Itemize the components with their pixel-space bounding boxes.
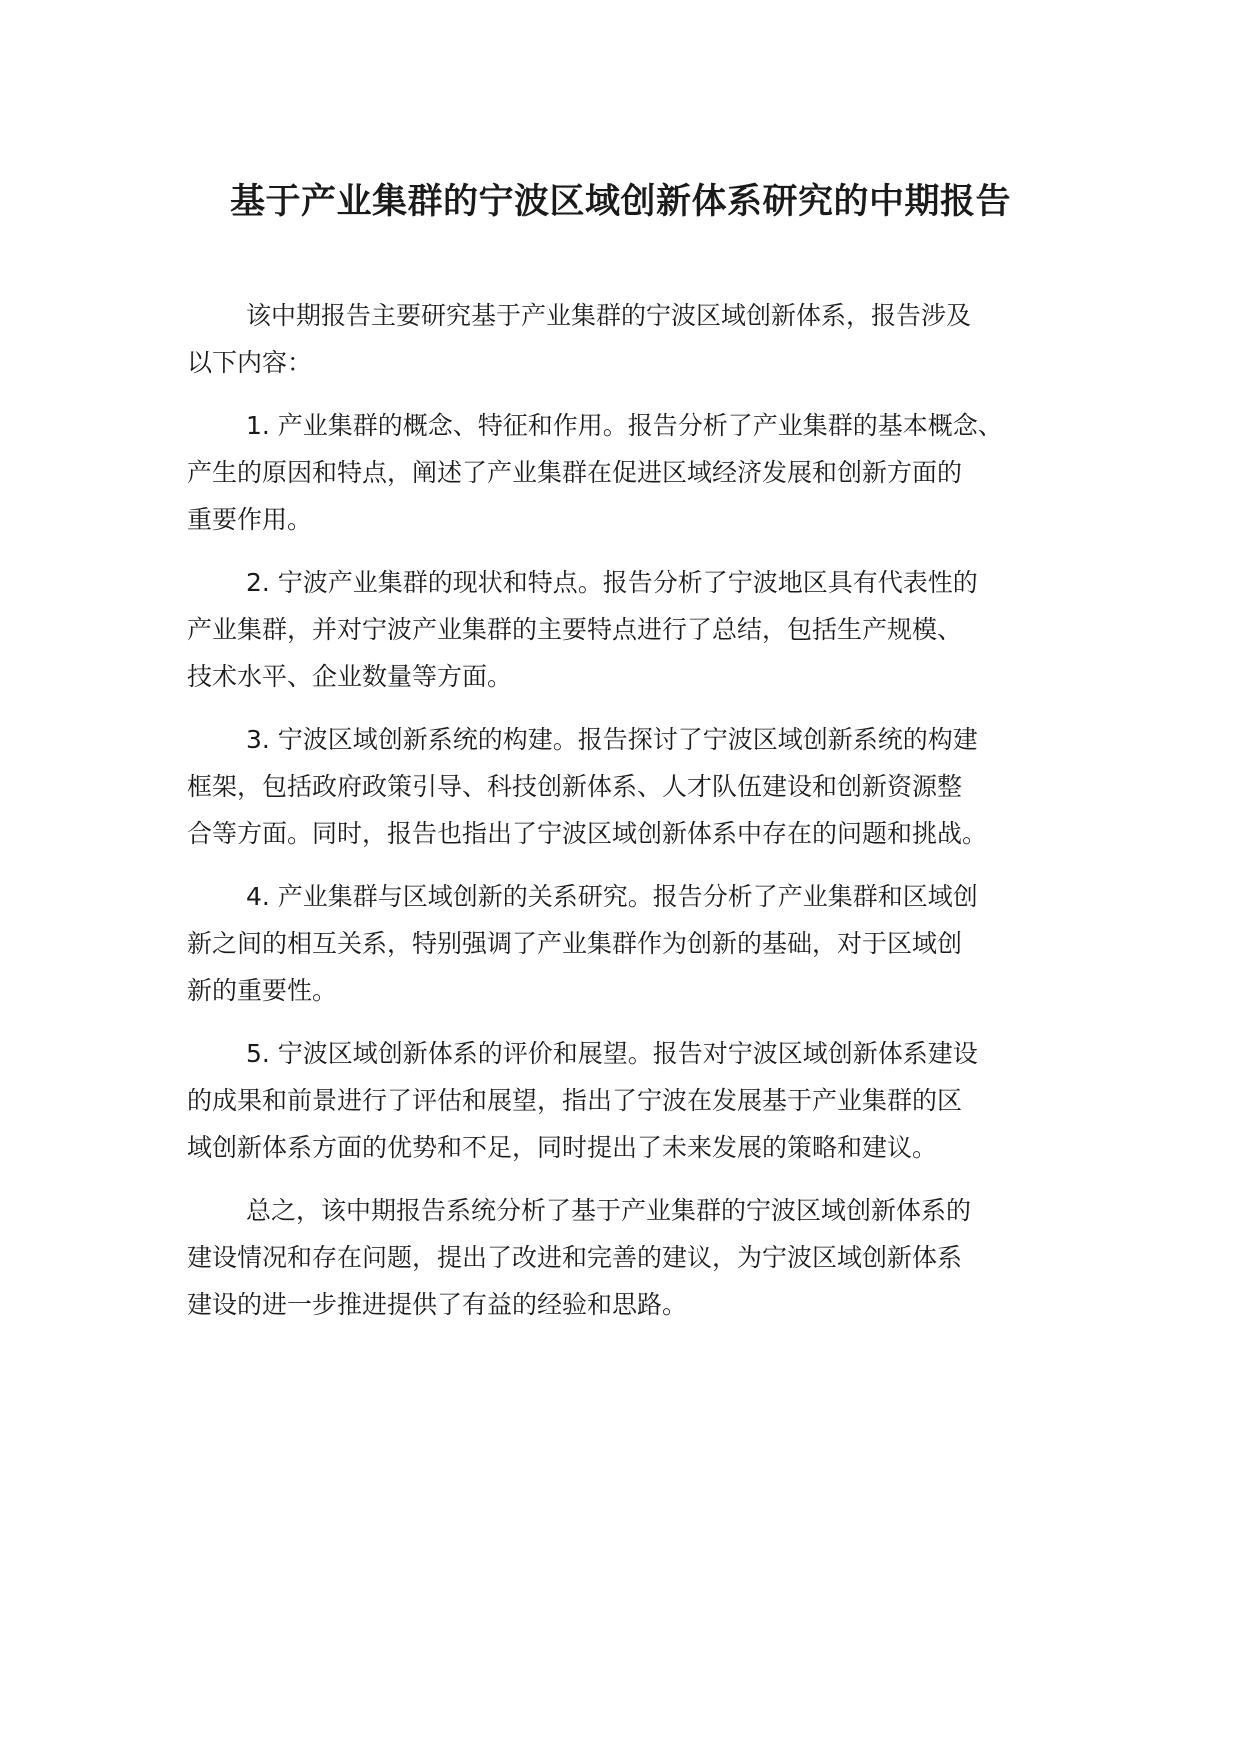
paragraph-line: 建设的进一步推进提供了有益的经验和思路。 — [187, 1290, 688, 1319]
paragraph-line: 的成果和前景进行了评估和展望，指出了宁波在发展基于产业集群的区 — [187, 1086, 963, 1115]
paragraph-item-1 — [187, 402, 1077, 543]
paragraph-line: 建设情况和存在问题，提出了改进和完善的建议，为宁波区域创新体系 — [187, 1243, 963, 1272]
document-title: 基于产业集群的宁波区域创新体系研究的中期报告 — [229, 182, 1011, 222]
paragraph-line: 3. 宁波区域创新系统的构建。报告探讨了宁波区域创新系统的构建 — [246, 725, 978, 754]
paragraph-line: 域创新体系方面的优势和不足，同时提出了未来发展的策略和建议。 — [187, 1133, 938, 1162]
paragraph-item-4 — [187, 873, 1077, 1014]
paragraph-item-5 — [187, 1030, 1077, 1171]
paragraph-intro — [187, 292, 1077, 386]
paragraph-line: 5. 宁波区域创新体系的评价和展望。报告对宁波区域创新体系建设 — [246, 1039, 978, 1068]
paragraph-line: 新的重要性。 — [187, 976, 338, 1005]
paragraph-line: 产生的原因和特点，阐述了产业集群在促进区域经济发展和创新方面的 — [187, 458, 963, 487]
paragraph-line: 以下内容： — [187, 348, 313, 377]
paragraph-line: 4. 产业集群与区域创新的关系研究。报告分析了产业集群和区域创 — [246, 882, 978, 911]
paragraph-line: 总之，该中期报告系统分析了基于产业集群的宁波区域创新体系的 — [246, 1196, 972, 1225]
document-body — [187, 292, 1077, 1344]
paragraph-item-2 — [187, 559, 1077, 700]
paragraph-line: 合等方面。同时，报告也指出了宁波区域创新体系中存在的问题和挑战。 — [187, 819, 988, 848]
paragraph-line: 1. 产业集群的概念、特征和作用。报告分析了产业集群的基本概念、 — [246, 411, 1003, 440]
paragraph-line: 2. 宁波产业集群的现状和特点。报告分析了宁波地区具有代表性的 — [246, 568, 978, 597]
paragraph-line: 该中期报告主要研究基于产业集群的宁波区域创新体系，报告涉及 — [246, 301, 972, 330]
paragraph-line: 框架，包括政府政策引导、科技创新体系、人才队伍建设和创新资源整 — [187, 772, 963, 801]
paragraph-line: 技术水平、企业数量等方面。 — [187, 662, 513, 691]
paragraph-line: 产业集群，并对宁波产业集群的主要特点进行了总结，包括生产规模、 — [187, 615, 963, 644]
paragraph-line: 重要作用。 — [187, 505, 313, 534]
paragraph-item-3 — [187, 716, 1077, 857]
paragraph-conclusion — [187, 1187, 1077, 1328]
paragraph-line: 新之间的相互关系，特别强调了产业集群作为创新的基础，对于区域创 — [187, 929, 963, 958]
